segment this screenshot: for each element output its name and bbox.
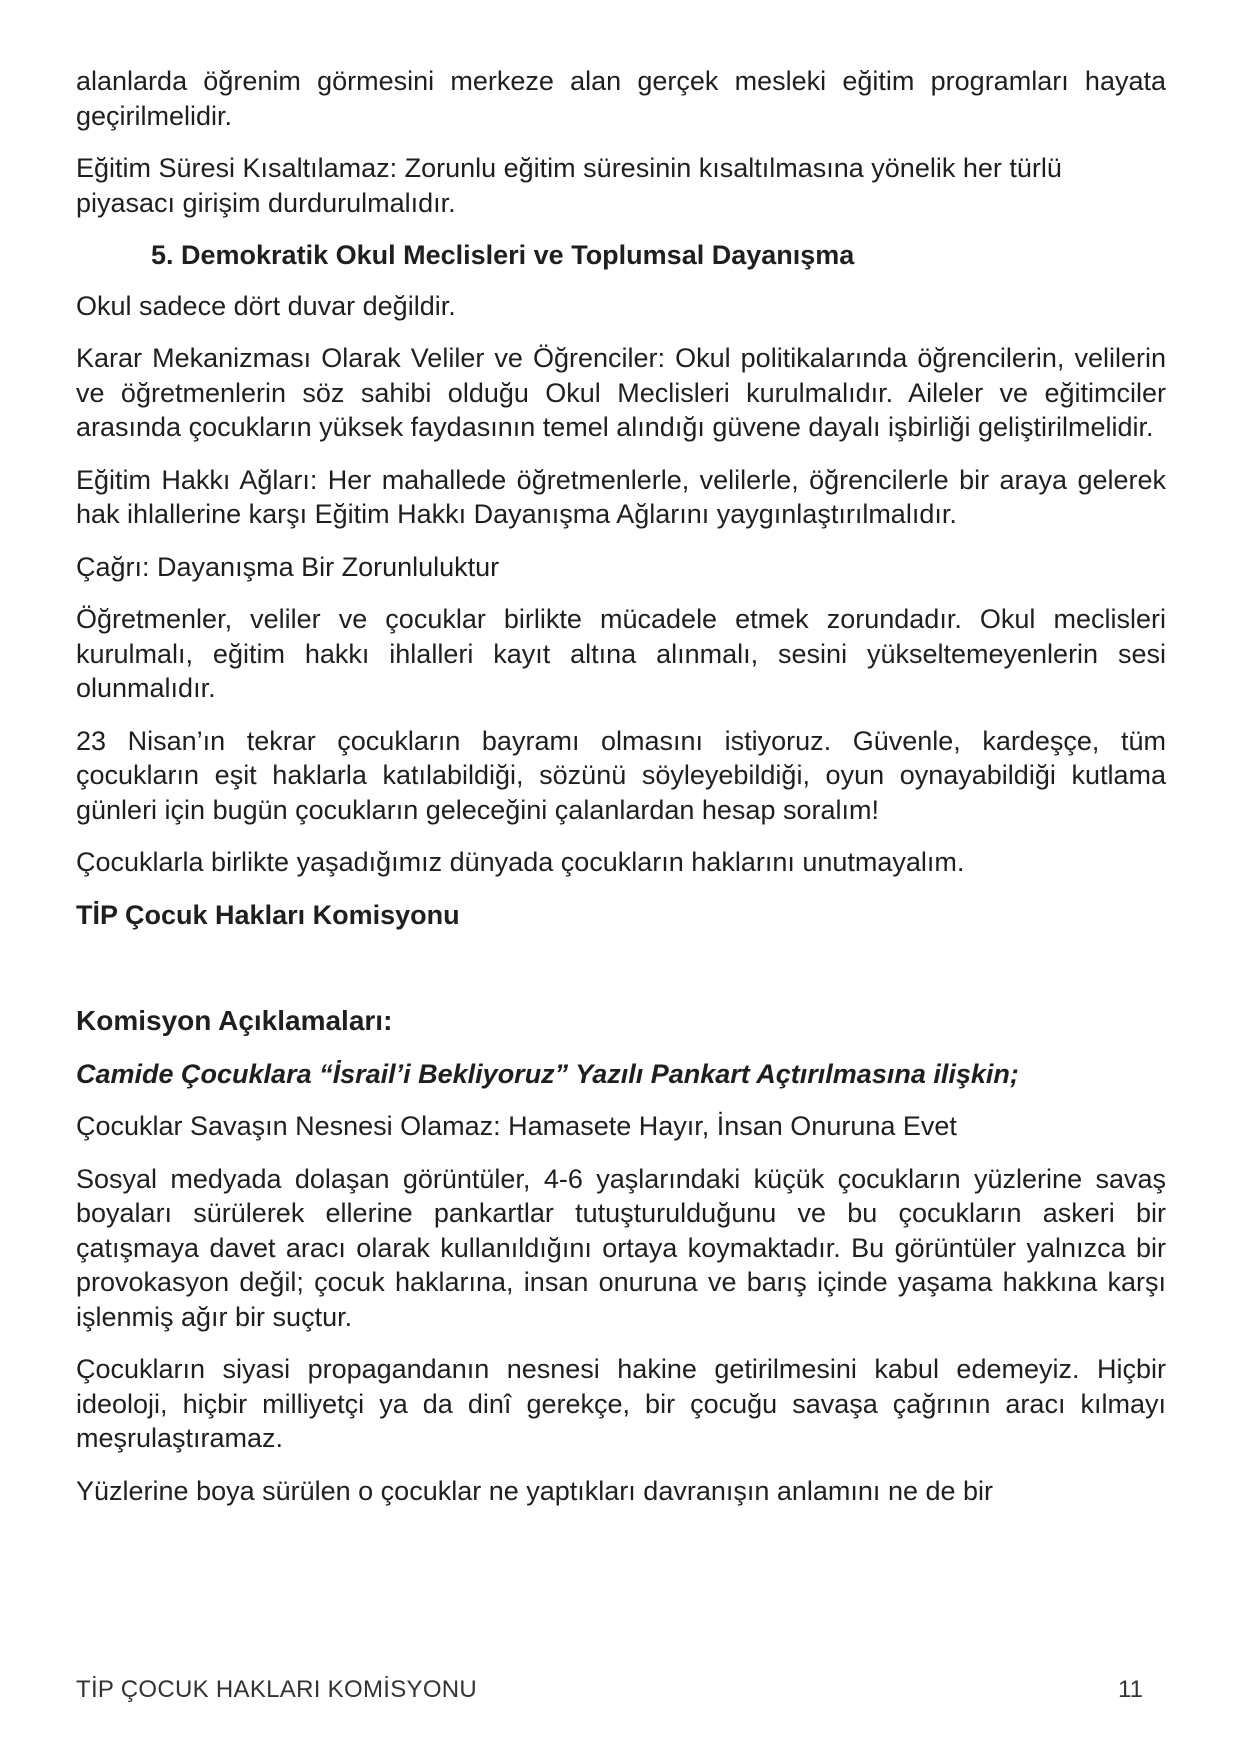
page-number: 11 bbox=[1118, 1676, 1143, 1703]
paragraph: Eğitim Hakkı Ağları: Her mahallede öğretmenlerle, velilerle, öğrencilerle bir araya gelerek hak ihlallerine karşı Eğitim Hakkı Dayanışma Ağlarını yaygınlaştırılmalıdır. bbox=[76, 464, 1166, 529]
paragraph: Karar Mekanizması Olarak Veliler ve Öğrenciler: Okul politikalarında öğrencilerin, velilerin ve öğretmenlerin söz sahibi olduğu Okul Meclisleri kurulmalıdır. Aileler ve eğitimciler arasında çocukların yüksek faydasının temel alındığı güvene dayalı işbirliği geliştirilmelidir. bbox=[76, 343, 1166, 442]
paragraph: alanlarda öğrenim görmesini merkeze alan gerçek mesleki eğitim programları hayata geçirilmelidir. bbox=[76, 66, 1166, 131]
paragraph: Yüzlerine boya sürülen o çocuklar ne yaptıkları davranışın anlamını ne de bir bbox=[76, 1475, 994, 1506]
paragraph: Sosyal medyada dolaşan görüntüler, 4-6 yaşlarındaki küçük çocukların yüzlerine savaş boyaları sürülerek ellerine pankartlar tutuşturulduğunu ve bu çocukların askeri bir çatışmaya davet aracı olarak kullanıldığını ortaya koymaktadır. Bu görüntüler yalnızca bir provokasyon değil; çocuk haklarına, insan onuruna ve barış içinde yaşama hakkına karşı işlenmiş ağır bir suçtur. bbox=[76, 1163, 1166, 1332]
signature: TİP Çocuk Hakları Komisyonu bbox=[76, 899, 460, 930]
paragraph: 23 Nisan’ın tekrar çocukların bayramı olmasını istiyoruz. Güvenle, kardeşçe, tüm çocukların eşit haklarla katılabildiği, sözünü söyleyebildiği, oyun oynayabildiği kutlama günleri için bugün çocukların geleceğini çalanlardan hesap soralım! bbox=[76, 725, 1166, 825]
paragraph: Çocuklarla birlikte yaşadığımız dünyada çocukların haklarını unutmayalım. bbox=[76, 847, 965, 877]
section-heading: 5. Demokratik Okul Meclisleri ve Toplumsal Dayanışma bbox=[151, 240, 855, 270]
paragraph: Çocukların siyasi propagandanın nesnesi hakine getirilmesini kabul edemeyiz. Hiçbir ideoloji, hiçbir milliyetçi ya da dinî gerekçe, bir çocuğu savaşa çağrının aracı kılmayı meşrulaştıramaz. bbox=[76, 1354, 1166, 1453]
footer-title: TİP ÇOCUK HAKLARI KOMİSYONU bbox=[76, 1676, 478, 1703]
paragraph: Çağrı: Dayanışma Bir Zorunluluktur bbox=[76, 551, 500, 582]
paragraph: Öğretmenler, veliler ve çocuklar birlikte mücadele etmek zorundadır. Okul meclisleri kurulmalı, eğitim hakkı ihlalleri kayıt altına alınmalı, sesini yükseltemeyenlerin sesi olunmalıdır. bbox=[76, 604, 1166, 703]
spacer bbox=[76, 950, 1166, 1004]
paragraph: Okul sadece dört duvar değildir. bbox=[76, 290, 456, 321]
paragraph: Çocuklar Savaşın Nesnesi Olamaz: Hamasete Hayır, İnsan Onuruna Evet bbox=[76, 1111, 957, 1141]
section-title: Komisyon Açıklamaları: bbox=[76, 1005, 393, 1036]
paragraph: Eğitim Süresi Kısaltılamaz: Zorunlu eğitim süresinin kısaltılmasına yönelik her türlü piyasacı girişim durdurulmalıdır. bbox=[76, 153, 1062, 218]
document-body bbox=[76, 64, 1166, 1526]
article-title: Camide Çocuklara “İsrail’i Bekliyoruz” Yazılı Pankart Açtırılmasına ilişkin; bbox=[76, 1058, 1019, 1089]
